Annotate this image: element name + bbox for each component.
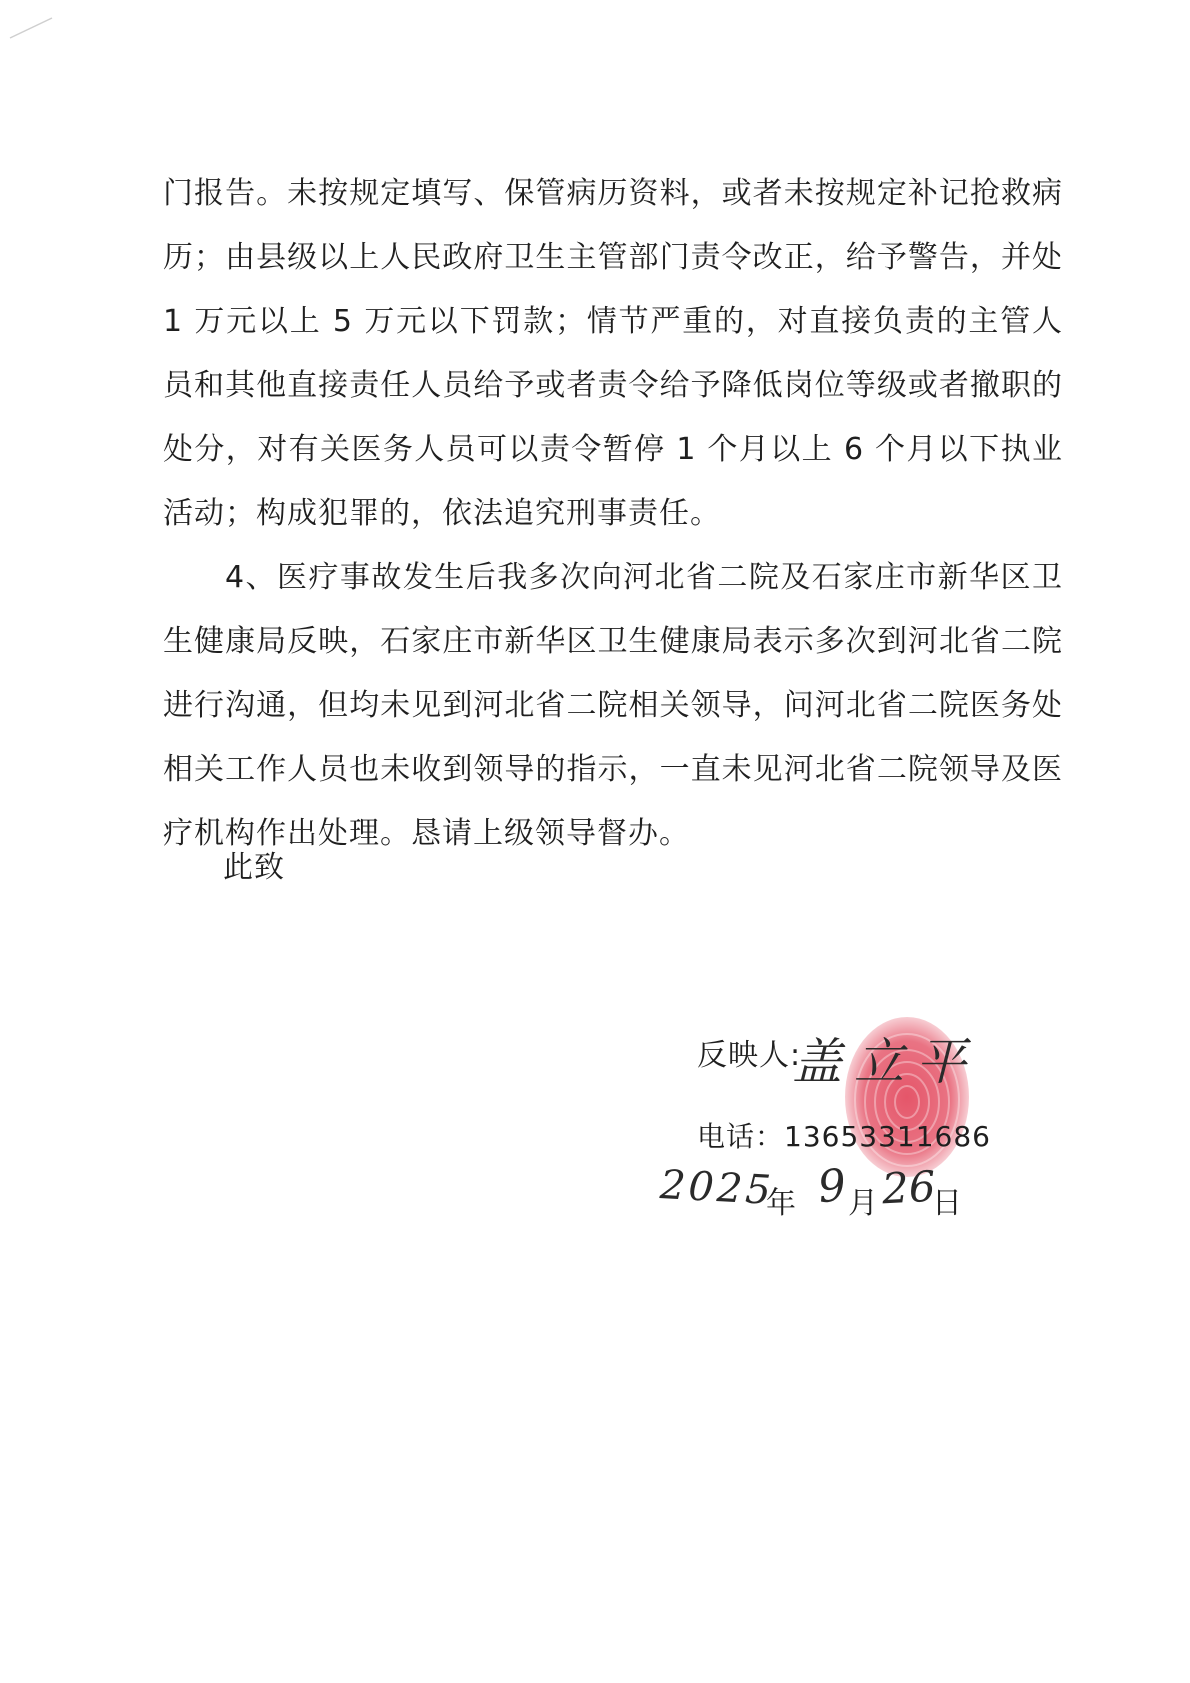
handwritten-day: 26 xyxy=(880,1161,937,1214)
phone-label: 电话： xyxy=(697,1120,785,1153)
date-line xyxy=(658,1159,980,1223)
day-label: 日 xyxy=(932,1186,962,1221)
reporter-label: 反映人: xyxy=(697,1038,802,1073)
phone-line xyxy=(697,1117,991,1157)
handwritten-year: 2025 xyxy=(658,1162,775,1214)
phone-number: 13653311686 xyxy=(784,1120,991,1153)
handwritten-signature: 盖立平 xyxy=(792,1033,978,1091)
year-label: 年 xyxy=(766,1186,796,1221)
scan-mark-line xyxy=(8,12,56,42)
paragraph-penalty: 门报告。未按规定填写、保管病历资料，或者未按规定补记抢救病历；由县级以上人民政府卫生主管部门责令改正，给予警告，并处 1 万元以上 5 万元以下罚款；情节严重的，对直接负责的主管人员和其他直接责任人员给予或者责令给予降低岗位等级或者撤职的处分，对有关医务人员可以责令暂停 1 个月以上 6 个月以下执业活动；构成犯罪的，依法追究刑事责任。 xyxy=(163,176,1063,531)
document-body xyxy=(163,162,1063,866)
paragraph-complaint: 4、医疗事故发生后我多次向河北省二院及石家庄市新华区卫生健康局反映，石家庄市新华区卫生健康局表示多次到河北省二院进行沟通，但均未见到河北省二院相关领导，问河北省二院医务处相关工作人员也未收到领导的指示，一直未见河北省二院领导及医疗机构作出处理。恳请上级领导督办。 xyxy=(163,560,1063,851)
closing-salutation: 此致 xyxy=(223,850,285,885)
handwritten-month: 9 xyxy=(815,1159,849,1214)
month-label: 月 xyxy=(848,1186,878,1221)
